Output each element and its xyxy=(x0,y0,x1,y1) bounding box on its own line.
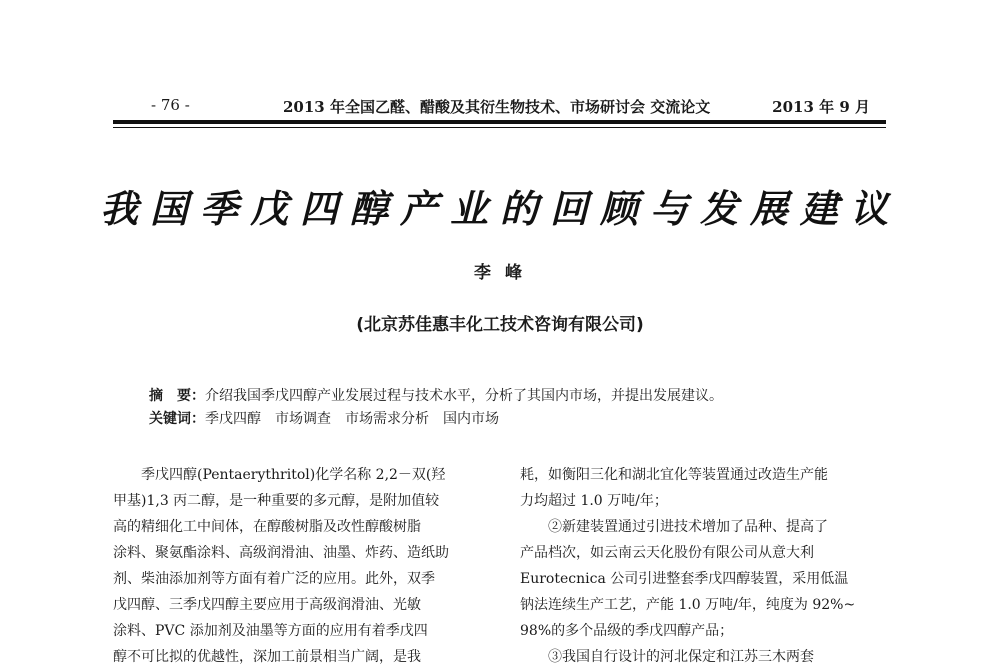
abstract-block xyxy=(149,385,869,431)
body-line: 钠法连续生产工艺，产能 1.0 万吨/年，纯度为 92%~ xyxy=(520,597,856,613)
body-line: 产品档次，如云南云天化股份有限公司从意大利 xyxy=(520,545,814,561)
body-column-left xyxy=(113,462,489,670)
body-line: 高的精细化工中间体，在醇酸树脂及改性醇酸树脂 xyxy=(113,519,421,535)
body-line: 力均超过 1.0 万吨/年； xyxy=(520,493,668,509)
keywords xyxy=(149,408,869,431)
body-line: 涂料、聚氨酯涂料、高级润滑油、油墨、炸药、造纸助 xyxy=(113,545,449,561)
body-line: 醇不可比拟的优越性，深加工前景相当广阔，是我 xyxy=(113,649,421,665)
article-author: 李 峰 xyxy=(474,263,526,283)
keywords-label: 关键词： xyxy=(149,411,205,427)
body-line: ③我国自行设计的河北保定和江苏三木两套 xyxy=(548,649,814,665)
body-line: 剂、柴油添加剂等方面有着广泛的应用。此外，双季 xyxy=(113,571,435,587)
abstract-text: 介绍我国季戊四醇产业发展过程与技术水平，分析了其国内市场，并提出发展建议。 xyxy=(205,388,723,404)
running-header xyxy=(113,94,886,118)
abstract xyxy=(149,385,869,408)
body-line: ②新建装置通过引进技术增加了品种、提高了 xyxy=(548,519,828,535)
header-rule-thin xyxy=(113,127,886,128)
body-line: 甲基)1,3 丙二醇，是一种重要的多元醇，是附加值较 xyxy=(113,493,440,509)
body-line: 戊四醇、三季戊四醇主要应用于高级润滑油、光敏 xyxy=(113,597,421,613)
abstract-label: 摘 要： xyxy=(149,388,205,404)
body-column-right xyxy=(520,462,896,670)
body-line: 季戊四醇(Pentaerythritol)化学名称 2,2－双(羟 xyxy=(141,467,446,483)
article-title: 我国季戊四醇产业的回顾与发展建议 xyxy=(100,186,901,231)
body-line: 涂料、PVC 添加剂及油墨等方面的应用有着季戊四 xyxy=(113,623,428,639)
page-number: - 76 - xyxy=(151,96,190,114)
article-affiliation: (北京苏佳惠丰化工技术咨询有限公司) xyxy=(356,315,644,335)
publication-date: 2013 年 9 月 xyxy=(772,98,870,116)
body-line: 98%的多个品级的季戊四醇产品； xyxy=(520,623,734,639)
body-line: 耗，如衡阳三化和湖北宜化等装置通过改造生产能 xyxy=(520,467,828,483)
header-rule-thick xyxy=(113,120,886,124)
keywords-text: 季戊四醇 市场调查 市场需求分析 国内市场 xyxy=(205,411,499,427)
body-line: Eurotecnica 公司引进整套季戊四醇装置，采用低温 xyxy=(520,571,849,587)
conference-name: 2013 年全国乙醛、醋酸及其衍生物技术、市场研讨会 交流论文 xyxy=(283,98,711,116)
